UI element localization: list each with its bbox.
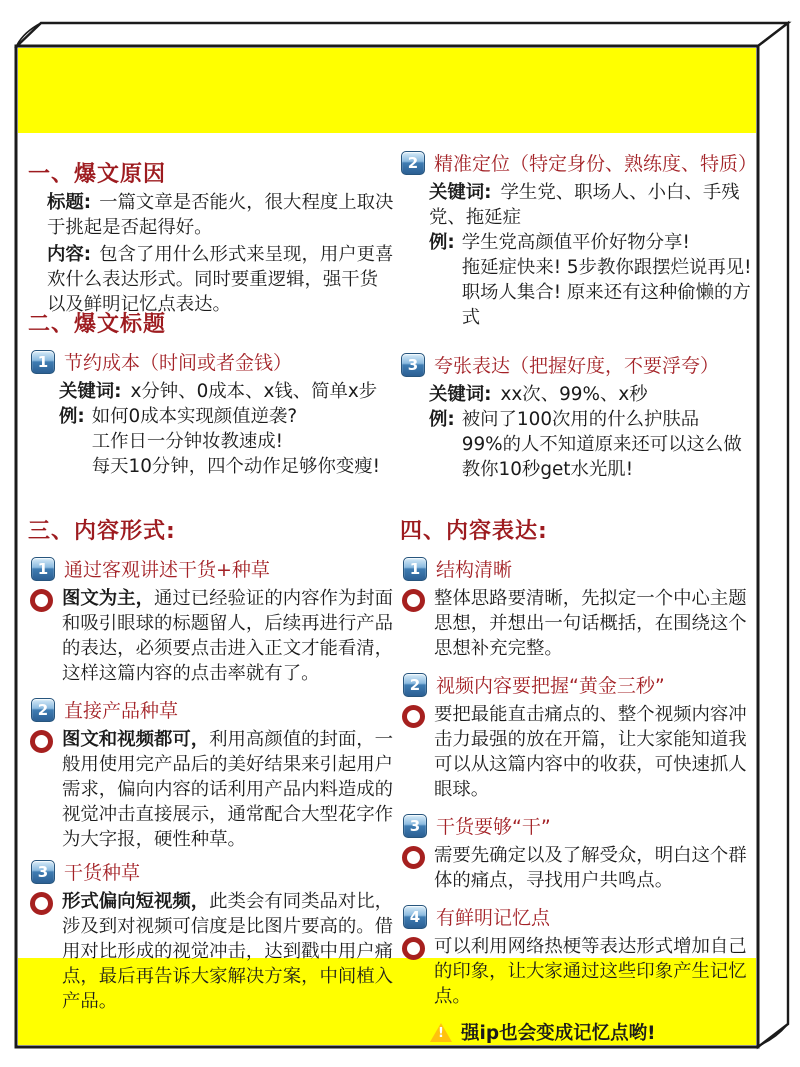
bullet-lead: 图文为主， (62, 588, 154, 609)
item-header (403, 555, 756, 582)
keywords-line (429, 382, 756, 407)
section-reason (28, 157, 394, 317)
bullet-item (400, 843, 756, 893)
bullet-text: 要把最能直击痛点的、整个视频内容冲击力最强的放在开篇，让大家能知道我可以从这篇内容中的收获，可快速抓人眼球。 (434, 704, 747, 800)
yellow-band-top (18, 48, 756, 133)
bullet-text (62, 727, 396, 852)
keywords-label: 关键词: (429, 182, 492, 203)
example-line: 拖延症快来! 5步教你跟摆烂说再见! (461, 257, 752, 278)
example-line: 教你10秒get水光肌! (461, 459, 634, 480)
section-positioning (398, 149, 756, 330)
label-biaoti: 标题: (47, 192, 92, 213)
example-label: 例: (429, 232, 455, 253)
text-biaoti: 一篇文章是否能火，很大程度上取决于挑起是否起得好。 (47, 192, 394, 238)
item-title: 干货种草 (64, 862, 141, 884)
example-line: 工作日一分钟妆教速成! (91, 431, 284, 452)
example-lines (462, 230, 756, 330)
bullet-text: 整体思路要清晰，先拟定一个中心主题思想，并想出一句话概括，在围绕这个思想补充完整。 (434, 588, 747, 659)
number-badge-3: 3 (403, 814, 427, 838)
section-headline (28, 307, 394, 479)
item-title: 节约成本（时间或者金钱） (64, 352, 293, 374)
paragraph-title (47, 190, 394, 240)
number-badge-2: 2 (401, 151, 425, 175)
example-line: 被问了100次用的什么护肤品 (461, 409, 700, 430)
section-content-form (28, 514, 396, 1020)
item-header (403, 903, 756, 930)
bullet-text: 可以利用网络热梗等表达形式增加自己的印象，让大家通过这些印象产生记忆点。 (434, 936, 747, 1007)
number-badge-4: 4 (403, 905, 427, 929)
keywords-label: 关键词: (429, 384, 492, 405)
section-title: 三、内容形式: (28, 519, 176, 544)
bullet-text (62, 586, 396, 686)
example-line: 99%的人不知道原来还可以这么做 (461, 434, 742, 455)
item-header (31, 858, 396, 885)
label-neirong: 内容: (47, 244, 92, 265)
bullet-body: 通过已经验证的内容作为封面和吸引眼球的标题留人，后续再进行产品的表达，必须要点击进入正文才能看清，这样这篇内容的点击率就有了。 (62, 588, 394, 684)
ring-bullet-icon (30, 730, 53, 753)
bullet-lead: 图文和视频都可， (62, 729, 210, 750)
keywords-text: x分钟、0成本、x钱、简单x步 (130, 381, 378, 402)
section-exaggeration (398, 351, 756, 482)
item-title: 有鲜明记忆点 (436, 907, 551, 929)
keywords-line (429, 180, 756, 230)
example-line: 职场人集合! 原来还有这种偷懒的方式 (461, 282, 751, 328)
item-header (31, 348, 394, 375)
bullet-body: 此类会有同类品对比，涉及到对视频可信度是比图片要高的。借用对比形成的视觉冲击，达到戳中用户痛点，最后再告诉大家解决方案，中间植入产品。 (62, 891, 394, 1012)
example-lines (462, 407, 742, 482)
number-badge-1: 1 (31, 557, 55, 581)
warning-icon: ! (430, 1023, 452, 1042)
bullet-item (400, 934, 756, 1009)
keywords-text: xx次、99%、x秒 (500, 384, 648, 405)
item-title: 夸张表达（把握好度，不要浮夸） (434, 355, 720, 377)
number-badge-1: 1 (403, 557, 427, 581)
number-badge-3: 3 (31, 860, 55, 884)
item-title: 通过客观讲述干货+种草 (64, 559, 270, 581)
bullet-item (400, 702, 756, 802)
item-header (31, 696, 396, 723)
item-header (403, 671, 756, 698)
keywords-line (59, 379, 394, 404)
bullet-text (62, 889, 396, 1014)
item-header (403, 812, 756, 839)
section-content-expression (400, 514, 756, 1045)
item-title: 结构清晰 (436, 559, 513, 581)
number-badge-2: 2 (403, 673, 427, 697)
item-title: 精准定位（特定身份、熟练度、特质） (434, 153, 758, 175)
bullet-text: 需要先确定以及了解受众，明白这个群体的痛点，寻找用户共鸣点。 (434, 845, 747, 891)
bullet-body: 利用高颜值的封面，一般用使用完产品后的美好结果来引起用户需求，偏向内容的话利用产品内料造成的视觉冲击直接展示，通常配合大型花字作为大字报，硬性种草。 (62, 729, 394, 850)
example-line: 学生党高颜值平价好物分享! (461, 232, 690, 253)
examples (429, 230, 756, 330)
item-header (31, 555, 396, 582)
example-label: 例: (59, 406, 85, 427)
bullet-lead: 形式偏向短视频， (62, 891, 210, 912)
item-title: 干货要够“干” (436, 816, 551, 838)
number-badge-1: 1 (31, 350, 55, 374)
examples (429, 407, 756, 482)
item-header (401, 351, 756, 378)
section-title: 一、爆文原因 (28, 162, 167, 187)
example-lines (92, 404, 380, 479)
bullet-item (28, 889, 396, 1014)
examples (59, 404, 394, 479)
example-label: 例: (429, 409, 455, 430)
bullet-item (400, 586, 756, 661)
section-title: 四、内容表达: (400, 519, 548, 544)
ring-bullet-icon (402, 705, 425, 728)
warning-note (430, 1019, 756, 1045)
keywords-label: 关键词: (59, 381, 122, 402)
section-title: 二、爆文标题 (28, 312, 167, 337)
ring-bullet-icon (402, 937, 425, 960)
item-title: 视频内容要把握“黄金三秒” (436, 675, 665, 697)
item-header (401, 149, 756, 176)
number-badge-3: 3 (401, 353, 425, 377)
number-badge-2: 2 (31, 698, 55, 722)
bullet-item (28, 727, 396, 852)
example-line: 如何0成本实现颜值逆袭? (91, 406, 298, 427)
ring-bullet-icon (30, 589, 53, 612)
ring-bullet-icon (402, 589, 425, 612)
ring-bullet-icon (402, 846, 425, 869)
warning-text: 强ip也会变成记忆点哟! (461, 1023, 656, 1044)
paragraph-content (47, 242, 394, 317)
ring-bullet-icon (30, 892, 53, 915)
keywords-text: 学生党、职场人、小白、手残党、拖延症 (429, 182, 740, 228)
text-neirong: 包含了用什么形式来呈现，用户更喜欢什么表达形式。同时要重逻辑，强干货以及鲜明记忆点表达。 (47, 244, 394, 315)
item-title: 直接产品种草 (64, 700, 179, 722)
bullet-item (28, 586, 396, 686)
example-line: 每天10分钟，四个动作足够你变瘦! (91, 456, 380, 477)
